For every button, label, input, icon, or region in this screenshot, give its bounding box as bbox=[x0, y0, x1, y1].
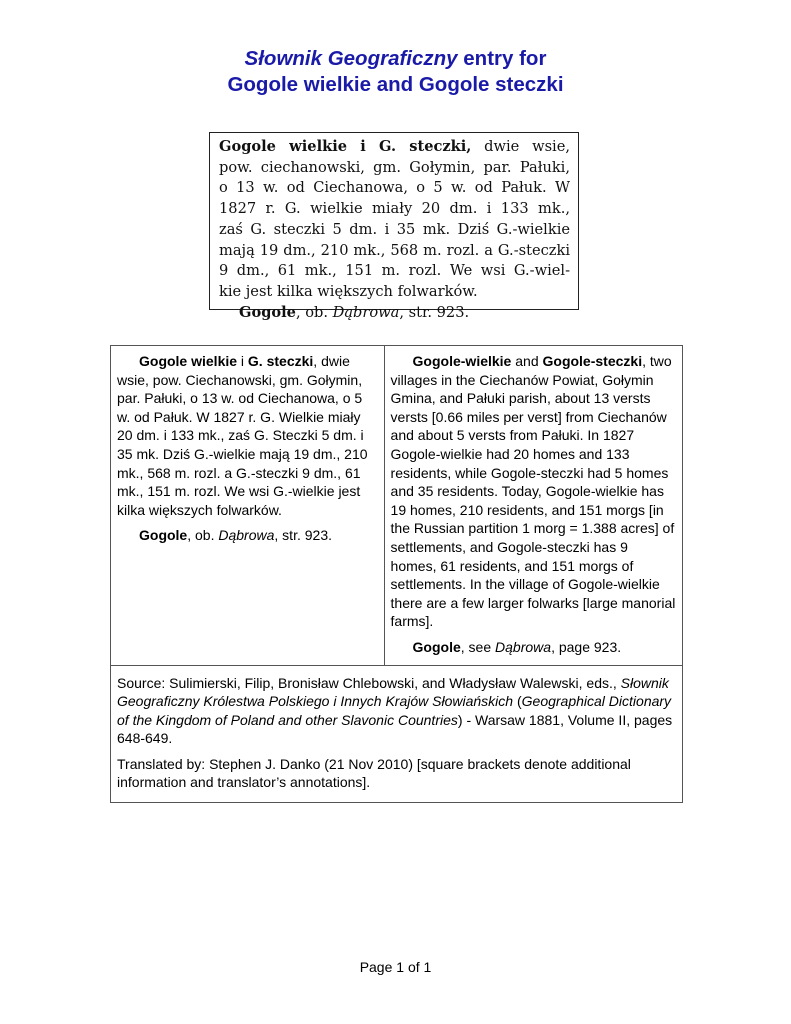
polish-entry-paragraph: Gogole wielkie i G. steczki, dwie wsie, pow. Ciechanowski, gm. Gołymin, par. Pałuki, o 13 w. od Ciechanowa, o 5 w. od Pałuk. W 1827 r. G. Wielkie miały 20 dm. i 133 mk., zaś G. Steczki 5 dm. i 35 mk. Dziś G.-wielkie mają 19 dm., 210 mk., 568 m. rozl. a G.-steczki 9 dm., 61 mk., 151 m. rozl. We wsi G.-wielkie jest kilka większych folwarków. bbox=[117, 353, 368, 518]
title-line-2: Gogole wielkie and Gogole steczki bbox=[227, 73, 564, 96]
polish-crossref-paragraph: Gogole, ob. Dąbrowa, str. 923. bbox=[139, 527, 332, 544]
source-citation: Source: Sulimierski, Filip, Bronisław Chlebowski, and Władysław Walewski, eds., Słownik Geograficzny Królestwa Polskiego i Innych Krajów Słowiańskich (Geographical Dictionary of the Kingdom of Poland and other Slavonic Countries) - Warsaw 1881, Volume II, pages 648-649. bbox=[117, 674, 673, 747]
scan-line: kie jest kilka większych folwarków. bbox=[219, 282, 478, 300]
page-number: Page 1 of 1 bbox=[359, 959, 432, 975]
source-row bbox=[111, 665, 683, 803]
scan-line-crossref: Gogole, ob. Dąbrowa, str. 923. bbox=[239, 303, 470, 321]
scan-line: o 13 w. od Ciechanowa, o 5 w. od Pałuk. W bbox=[219, 179, 570, 197]
title-dictionary-name: Słownik Geograficzny bbox=[244, 47, 458, 70]
source-cell bbox=[111, 665, 683, 803]
english-crossref-paragraph: Gogole, see Dąbrowa, page 923. bbox=[412, 638, 622, 655]
english-entry-paragraph: Gogole-wielkie and Gogole-steczki, two villages in the Ciechanów Powiat, Gołymin Gmina, and Pałuki parish, about 13 versts versts [0.66 miles per verst] from Ciechanów and about 5 versts from Pałuki. In 1827 Gogole-wielkie had 20 homes and 133 residents, while Gogole-steczki had 5 homes and 35 residents. Today, Gogole-wielkie has 19 homes, 210 residents, and 151 morgs [in the Russian partition 1 morg = 1.388 acres] of settlements, and Gogole-steczki has 9 homes, 61 residents, and 151 morgs of settlements. In the village of Gogole-wielkie there are a few larger folwarks [large manorial farms]. bbox=[390, 353, 676, 630]
scan-line: mają 19 dm., 210 mk., 568 m. rozl. a G.-steczki bbox=[219, 241, 570, 259]
english-text-cell bbox=[384, 346, 682, 666]
scan-line: Gogole wielkie i G. steczki, dwie wsie, bbox=[219, 138, 571, 155]
scan-line: zaś G. steczki 5 dm. i 35 mk. Dziś G.-wielkie bbox=[219, 220, 570, 238]
document-title bbox=[0, 46, 791, 98]
scan-line: 1827 r. G. wielkie miały 20 dm. i 133 mk., bbox=[219, 200, 570, 218]
scan-line: 9 dm., 61 mk., 151 m. rozl. We wsi G.-wiel- bbox=[219, 262, 570, 280]
scan-line: pow. ciechanowski, gm. Gołymin, par. Pałuki, bbox=[219, 158, 570, 176]
entry-row bbox=[111, 346, 683, 666]
scanned-entry-image bbox=[209, 132, 579, 321]
translator-credit: Translated by: Stephen J. Danko (21 Nov 2010) [square brackets denote additional information and translator’s annotations]. bbox=[117, 755, 631, 791]
title-line-1 bbox=[0, 46, 791, 72]
polish-text-cell bbox=[111, 346, 385, 666]
entry-table bbox=[110, 345, 683, 803]
title-entry-for: entry for bbox=[457, 47, 547, 70]
